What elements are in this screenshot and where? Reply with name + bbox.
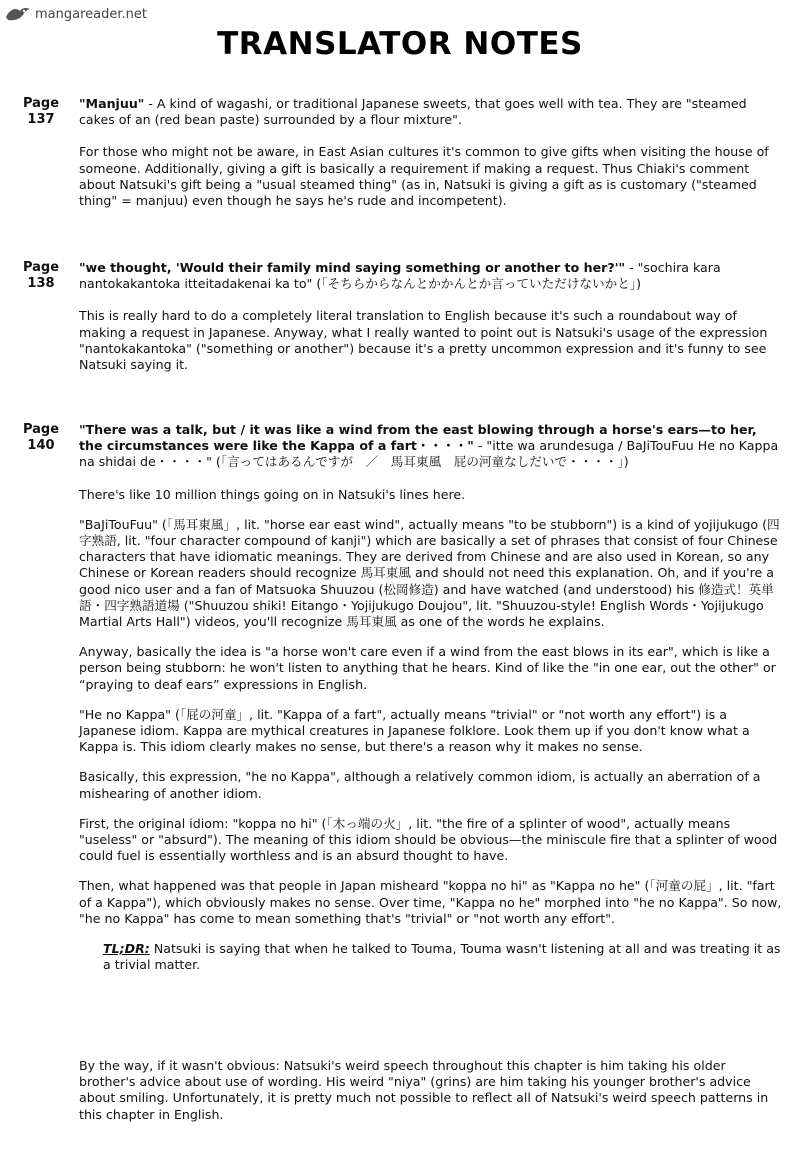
note-paragraph: There's like 10 million things going on in Natsuki's lines here. [79, 486, 466, 502]
note-paragraph: First, the original idiom: "koppa no hi" (「木っ端の火」, lit. "the fire of a splinter of wood", actually means "useless" or "absurd"). The meaning of this idiom should be obvious—the miniscule fire that a splinter of wood could fuel is essentially worthless and is an absurd thought to have. [79, 815, 778, 864]
note-paragraph: Then, what happened was that people in Japan misheard "koppa no hi" as "Kappa no he" (「河童の屁」, lit. "fart of a Kappa"), which obviously makes no sense. Over time, "Kappa no he" morphed into "he no Kappa". So now, "he no Kappa" has come to mean something that's "trivial" or "not worth any effort". [79, 878, 782, 926]
note-paragraph: "He no Kappa" (「屁の河童」, lit. "Kappa of a fart", actually means "trivial" or "not worth any effort") is a Japanese idiom. Kappa are mythical creatures in Japanese folklore. Look them up if you don't know what a Kappa is. This idiom clearly makes no sense, but there's a reason why it makes no sense. [79, 706, 750, 755]
watermark-text: mangareader.net [35, 6, 147, 22]
watermark [4, 5, 147, 23]
page-label: Page 137 [22, 96, 60, 127]
bird-logo-icon [4, 5, 32, 23]
note-heading: "There was a talk, but / it was like a wind from the east blowing through a horse's ears—to her, the circumstances were like the Kappa of a fart・・・・" - "itte wa arundesuga / BaJiTouFuu He no Kappa na shidai de・・・・" (「言ってはあるんですが ／ 馬耳東風 屁の河童なしだいで・・・・」) [79, 422, 779, 470]
note-term: "There was a talk, but / it was like a wind from the east blowing through a horse's ears—to her, the circumstances were like the Kappa of a fart・・・・" [79, 422, 757, 454]
page-label: Page 140 [22, 422, 60, 453]
note-paragraph: Anyway, basically the idea is "a horse won't care even if a wind from the east blows in its ear", which is like a person being stubborn: he won't listen to anything that he hears. Kind of like the "in one ear, out the other" or “praying to deaf ears” expressions in English. [79, 644, 776, 692]
page-title: TRANSLATOR NOTES [217, 26, 583, 62]
note-heading: "Manjuu" - A kind of wagashi, or traditional Japanese sweets, that goes well with tea. They are "steamed cakes of an (red bean paste) surrounded by a flour mixture". [79, 96, 747, 128]
tldr-text: Natsuki is saying that when he talked to Touma, Touma wasn't listening at all and was treating it as a trivial matter. [103, 941, 781, 973]
note-term: "we thought, 'Would their family mind saying something or another to her?'" [79, 260, 626, 275]
note-body [79, 422, 784, 987]
note-body [79, 96, 784, 223]
tldr-label: TL;DR: [103, 941, 150, 957]
closing-note: By the way, if it wasn't obvious: Natsuki's weird speech throughout this chapter is him taking his older brother's advice about use of wording. His weird "niya" (grins) are him taking his younger brother's advice about smiling. Unfortunately, it is pretty much not possible to reflect all of Natsuki's weird speech patterns in this chapter in English. [79, 1058, 769, 1122]
page-label: Page 138 [22, 260, 60, 291]
note-paragraph: This is really hard to do a completely literal translation to English because it's such a roundabout way of making a request in Japanese. Anyway, what I really wanted to point out is Natsuki's usage of the expression "nantokakantoka" ("something or another") because it's a pretty uncommon expression and it's funny to see Natsuki saying it. [79, 308, 768, 373]
note-heading: "we thought, 'Would their family mind saying something or another to her?'" - "sochira kara nantokakantoka itteitadakenai ka to" (「そちらからなんとかかんとか言っていただけないかと」) [79, 260, 721, 292]
note-term: "Manjuu" [79, 96, 145, 111]
note-body [79, 260, 784, 387]
note-paragraph: Basically, this expression, "he no Kappa", although a relatively common idiom, is actually an aberration of a mishearing of another idiom. [79, 769, 761, 801]
note-paragraph: For those who might not be aware, in East Asian cultures it's common to give gifts when visiting the house of someone. Additionally, giving a gift is basically a requirement if making a request. Thus Chiaki's comment about Natsuki's gift being a "usual steamed thing" (as in, Natsuki is giving a gift as is customary ("steamed thing" = manjuu) even though he says he's rude and incompetent). [79, 144, 769, 209]
note-paragraph: "BaJiTouFuu" (「馬耳東風」, lit. "horse ear east wind", actually means "to be stubborn") is a kind of yojijukugo (四字熟語, lit. "four character compound of kanji") which are basically a set of phrases that consist of four Chinese characters that have idiomatic meanings. They are derived from Chinese and are also used in Korean, so any Chinese or Korean readers should recognize 馬耳東風 and should not need this explanation. Oh, and if you're a good nico user and a fan of Matsuoka Shuuzou (松岡修造) and have watched (and understood) his 修造式！英単語・四字熟語道場 ("Shuuzou shiki! Eitango・Yojijukugo Doujou", lit. "Shuuzou-style! English Words・Yojijukugo Martial Arts Hall") videos, you'll recognize 馬耳東風 as one of the words he explains. [79, 516, 780, 630]
tldr-note [103, 941, 784, 973]
